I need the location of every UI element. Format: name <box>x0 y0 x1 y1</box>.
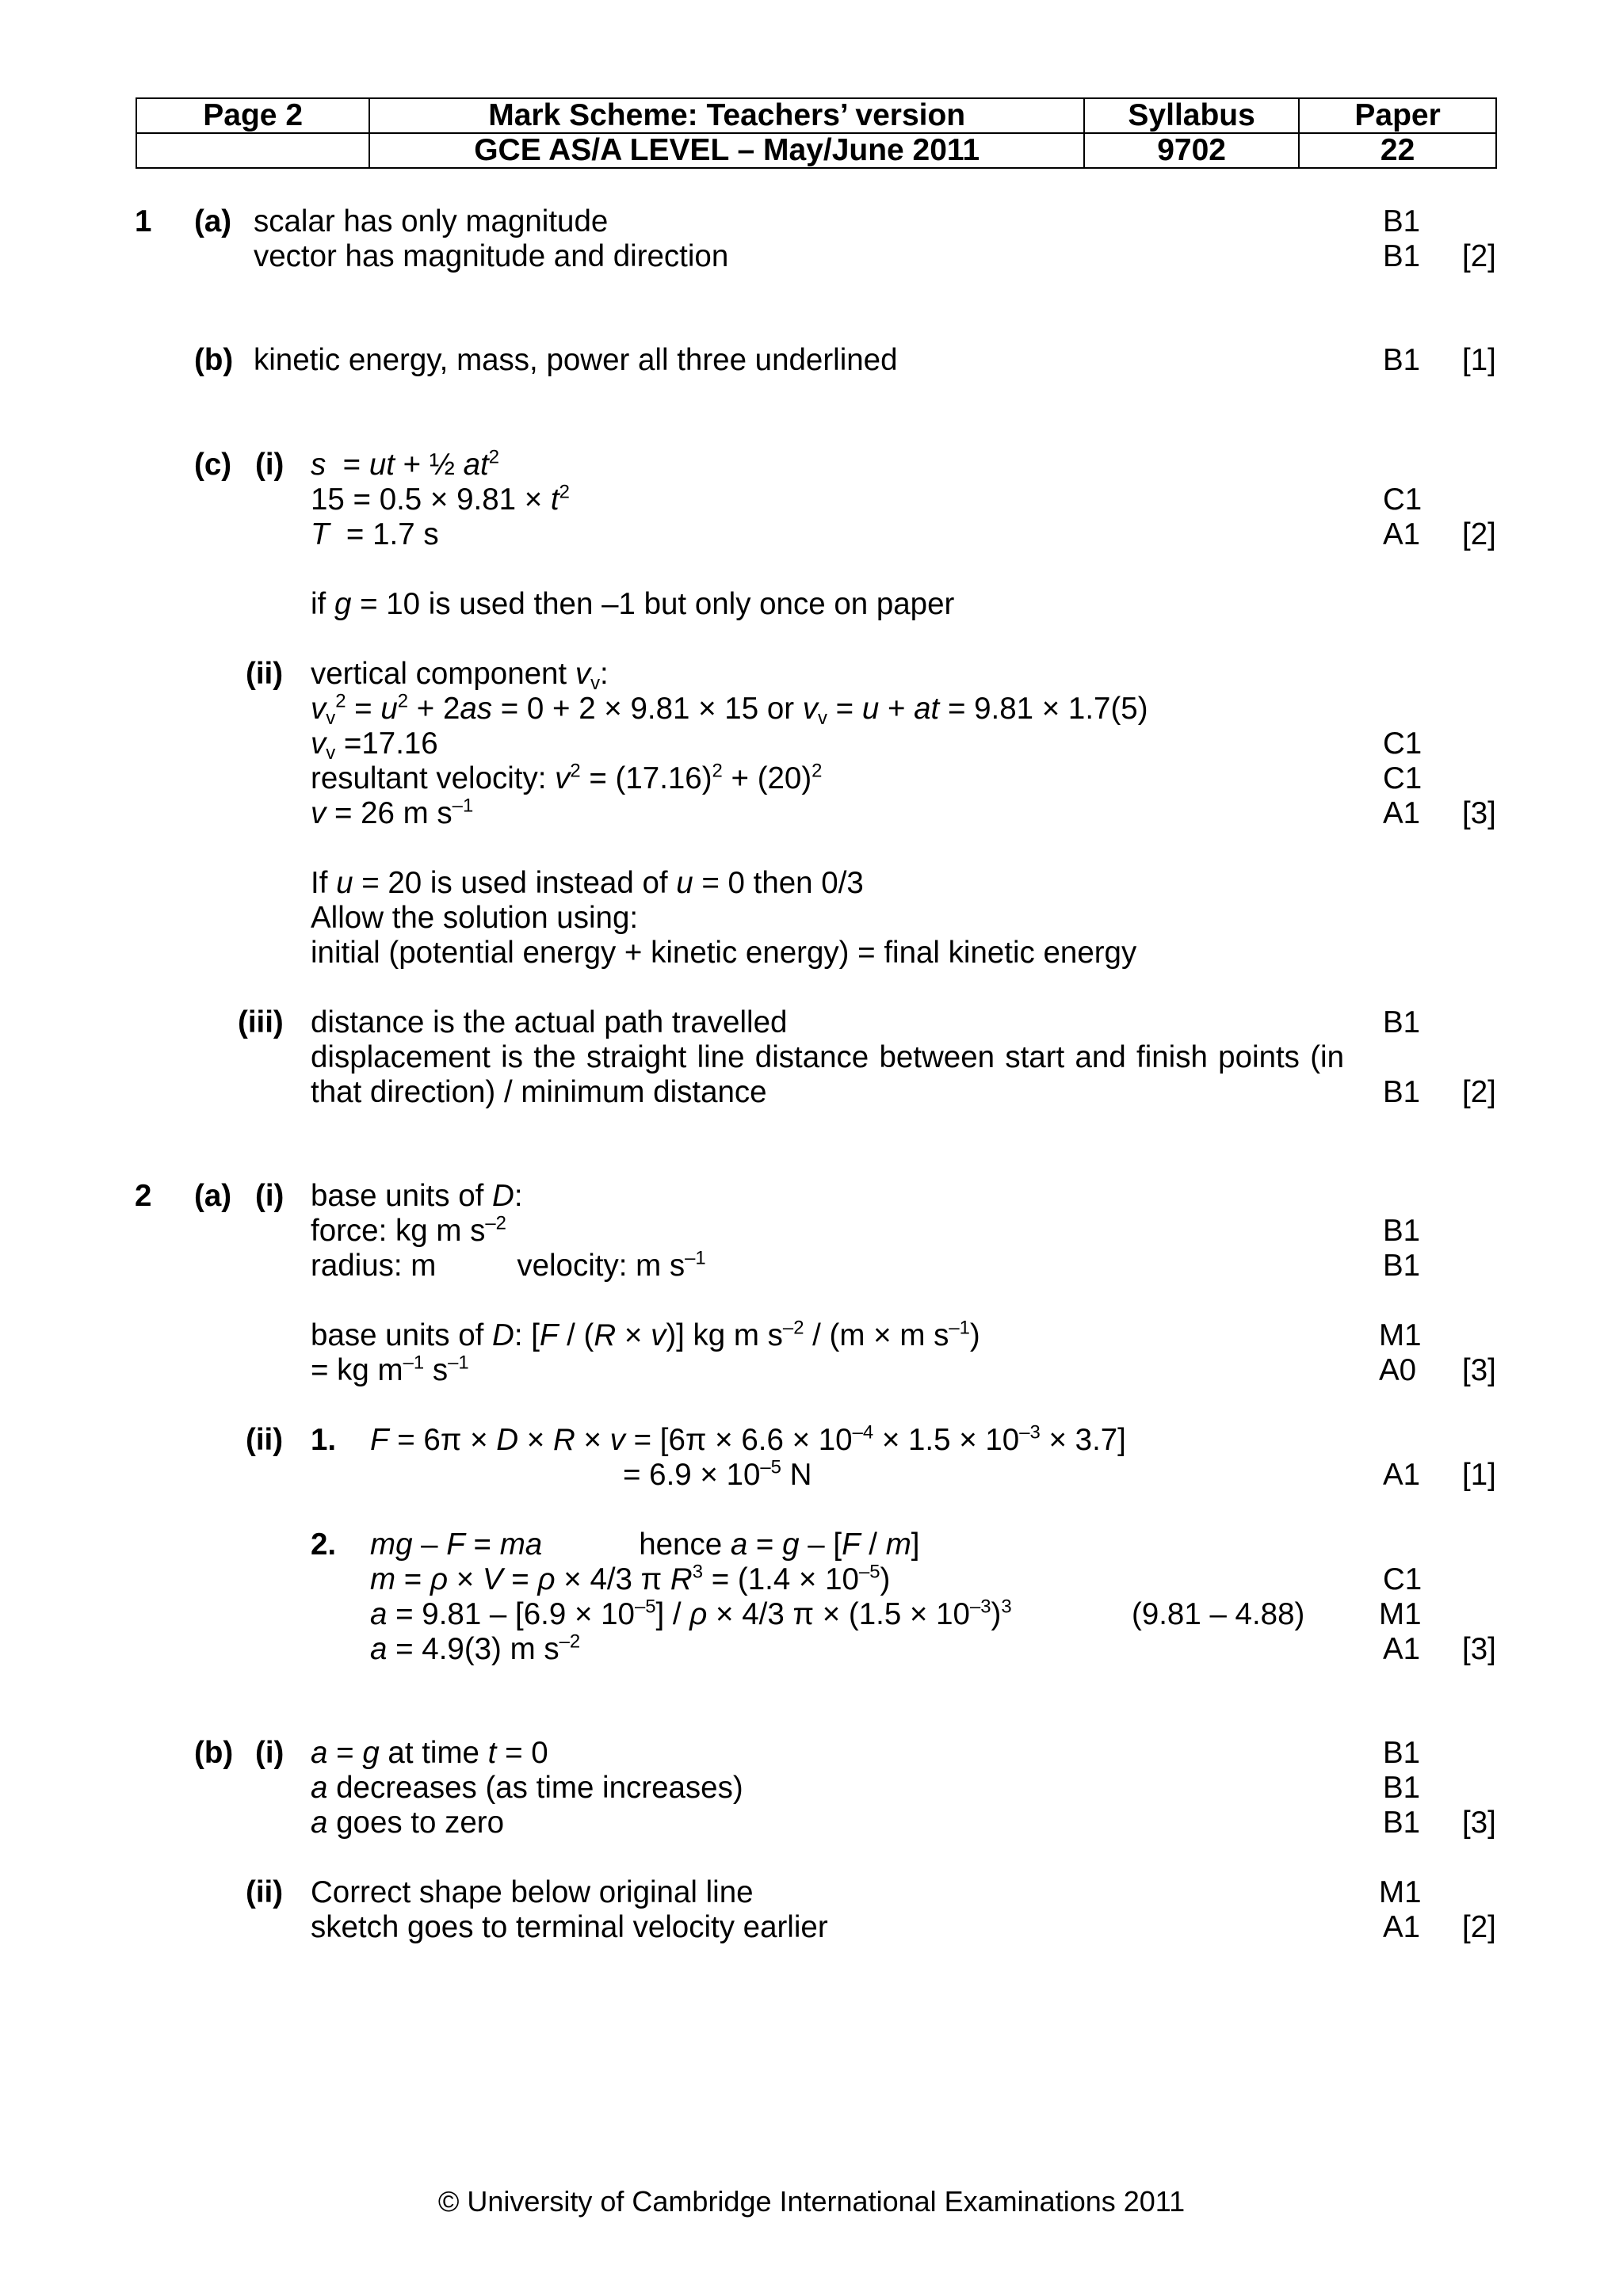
q1c-sub-ii-label: (ii) <box>246 657 284 691</box>
q2bi-mark-3: B1 <box>1383 1806 1421 1840</box>
q2b-sub-ii-label: (ii) <box>246 1875 284 1909</box>
question-2-number: 2 <box>135 1179 152 1213</box>
q1ciii-mark-2: B1 <box>1383 1075 1421 1109</box>
q2bi-line-3: a goes to zero <box>311 1806 504 1840</box>
q2ai-line-5: = kg $m^{-1}$ $s^{-1}$ <box>311 1352 469 1387</box>
header-row-2 <box>136 133 1496 168</box>
q2bi-mark-2: B1 <box>1383 1771 1421 1805</box>
q2bi-line-1: a = g at time t = 0 <box>311 1736 548 1770</box>
q1cii-note-3: initial (potential energy + kinetic energy) = final kinetic energy <box>311 936 1137 970</box>
q2aii1-mark-1: A1 <box>1383 1458 1421 1492</box>
q2aii1-total: [1] <box>1462 1458 1496 1492</box>
q1-part-b-label: (b) <box>194 343 234 377</box>
q1b-line-1: kinetic energy, mass, power all three underlined <box>254 343 898 377</box>
q1a-line-1: scalar has only magnitude <box>254 204 609 238</box>
q2-part-b-label: (b) <box>194 1736 234 1770</box>
q1ci-equation-2: $15 = 0.5 \times 9.81 \times t^2$ <box>311 481 570 517</box>
q1-part-a-label: (a) <box>194 204 232 238</box>
header-page-cell: Page 2 <box>136 98 369 133</box>
q2bi-mark-1: B1 <box>1383 1736 1421 1770</box>
q1ci-mark-2: A1 <box>1383 517 1421 551</box>
q1a-line-2: vector has magnitude and direction <box>254 239 729 273</box>
q2ai-line-3: radius: m velocity: m $s^{-1}$ <box>311 1247 706 1283</box>
q2ai-mark-3: M1 <box>1379 1318 1422 1352</box>
q1ci-equation-3: T = 1.7 s <box>311 517 439 551</box>
q1a-mark-1: B1 <box>1383 204 1421 238</box>
vertical-velocity-value: 17.16 <box>361 727 438 761</box>
q1cii-note-2: Allow the solution using: <box>311 901 639 935</box>
header-empty-cell <box>136 133 369 168</box>
q2ai-line-2: force: kg m $s^{-2}$ <box>311 1212 506 1248</box>
q2ai-total: [3] <box>1462 1353 1496 1387</box>
header-syllabus-label: Syllabus <box>1084 98 1299 133</box>
header-paper-label: Paper <box>1299 98 1496 133</box>
q1c-sub-i-label: (i) <box>255 448 285 482</box>
q2ai-mark-1: B1 <box>1383 1214 1421 1248</box>
q2aii2-line-1: mg – F = ma hence a = g – [F / m] <box>370 1527 920 1562</box>
q2bii-line-2: sketch goes to terminal velocity earlier <box>311 1910 828 1944</box>
q2bi-line-2: a decreases (as time increases) <box>311 1771 743 1805</box>
q1ciii-mark-1: B1 <box>1383 1005 1421 1039</box>
q1ciii-line-2: displacement is the straight line distance between start and finish points (in <box>311 1040 1344 1074</box>
q2aii2-mark-2: M1 <box>1379 1597 1422 1631</box>
q1cii-line-4: resultant velocity: $v^2 = (17.16)^2 + (20)^2$ <box>311 760 823 795</box>
q2-part-a-label: (a) <box>194 1179 232 1213</box>
header-exam-cell: GCE AS/A LEVEL – May/June 2011 <box>369 133 1084 168</box>
q2ai-mark-4: A0 <box>1379 1353 1417 1387</box>
q2aii2-line-3: $a = 9.81 - [6.9 \times 10^{-5}] / \rho \times 4/3$ $\pi \times (1.5 \times 10^{-3})^3$ <box>370 1596 1012 1631</box>
q1a-total: [2] <box>1462 239 1496 273</box>
q2aii2-line-4: a = 4.9(3) m $s^{-2}$ <box>370 1630 581 1666</box>
q2a-sub-ii-label: (ii) <box>246 1423 284 1457</box>
q2ai-mark-2: B1 <box>1383 1249 1421 1283</box>
q1cii-line-3: $v_v =17.16$ <box>311 727 438 765</box>
header-table <box>136 97 1497 169</box>
q1cii-line-5: v = 26 m $s^{-1}$ <box>311 795 474 830</box>
q1cii-mark-1: C1 <box>1383 727 1423 761</box>
q1ci-note: if g = 10 is used then –1 but only once on paper <box>311 587 955 621</box>
q1cii-line-1: vertical component $v_v$: <box>311 657 609 695</box>
q2bii-line-1: Correct shape below original line <box>311 1875 754 1909</box>
q2aii-part-2-label: 2. <box>311 1527 337 1562</box>
q2aii2-total: [3] <box>1462 1632 1496 1666</box>
q2aii2-mark-3: A1 <box>1383 1632 1421 1666</box>
q2aii1-line-1: $F = 6\pi \times D \times R \times v = [6\pi \times 6.6 \times 10^{-4} \times 1.5 \times 10^{-3} \times 3.7]$ <box>370 1421 1126 1457</box>
q1cii-note-1: If u = 20 is used instead of u = 0 then 0/3 <box>311 866 864 900</box>
q1ci-mark-1: C1 <box>1383 482 1423 517</box>
q1cii-mark-2: C1 <box>1383 761 1423 795</box>
q2aii1-line-2: = $6.9 \times 10^{-5}$ N <box>623 1456 812 1492</box>
q1cii-line-2: $v_v^2 = u^2 + 2as = 0 + 2 \times 9.81 \times 15$ or $v_v = u$ + at = 9.81 × 1.7(5) <box>311 690 1148 730</box>
q2aii2-mark-1: C1 <box>1383 1562 1423 1596</box>
q2b-sub-i-label: (i) <box>255 1736 285 1770</box>
header-paper-number: 22 <box>1299 133 1496 168</box>
q2aii2-line-2: m = ρ × V = ρ × 4/3 π $R^3 = (1.4 \times 10^{-5})$ <box>370 1561 891 1596</box>
q1b-mark-1: B1 <box>1383 343 1421 377</box>
q1ci-equation-1: s = ut + ½ $at^2$ <box>311 446 500 482</box>
q1a-mark-2: B1 <box>1383 239 1421 273</box>
q2ai-line-4: base units of D: [F / (R × v)] kg m $s^{-2} / (m \times m$ $s^{-1}$) <box>311 1317 980 1352</box>
q1ciii-total: [2] <box>1462 1075 1496 1109</box>
q1ciii-line-1: distance is the actual path travelled <box>311 1005 788 1039</box>
q1ci-total: [2] <box>1462 517 1496 551</box>
q2aii-part-1-label: 1. <box>311 1423 337 1457</box>
header-title-cell: Mark Scheme: Teachers’ version <box>369 98 1084 133</box>
q1c-sub-iii-label: (iii) <box>238 1005 284 1039</box>
header-syllabus-code: 9702 <box>1084 133 1299 168</box>
q1cii-total: [3] <box>1462 796 1496 830</box>
q2bii-mark-1: M1 <box>1379 1875 1422 1909</box>
q2bii-mark-2: A1 <box>1383 1910 1421 1944</box>
q2bii-total: [2] <box>1462 1910 1496 1944</box>
q2aii2-bracket-value: (9.81 – 4.88) <box>1132 1597 1305 1631</box>
q2ai-line-1: base units of D: <box>311 1179 523 1213</box>
q2bi-total: [3] <box>1462 1806 1496 1840</box>
q2a-sub-i-label: (i) <box>255 1179 285 1213</box>
q1ciii-line-3: that direction) / minimum distance <box>311 1075 767 1109</box>
header-row-1 <box>136 98 1496 133</box>
question-1-number: 1 <box>135 204 152 238</box>
q1-part-c-label: (c) <box>194 448 232 482</box>
q1b-total: [1] <box>1462 343 1496 377</box>
copyright-footer: © University of Cambridge International Examinations 2011 <box>437 2185 1186 2218</box>
q1cii-mark-3: A1 <box>1383 796 1421 830</box>
